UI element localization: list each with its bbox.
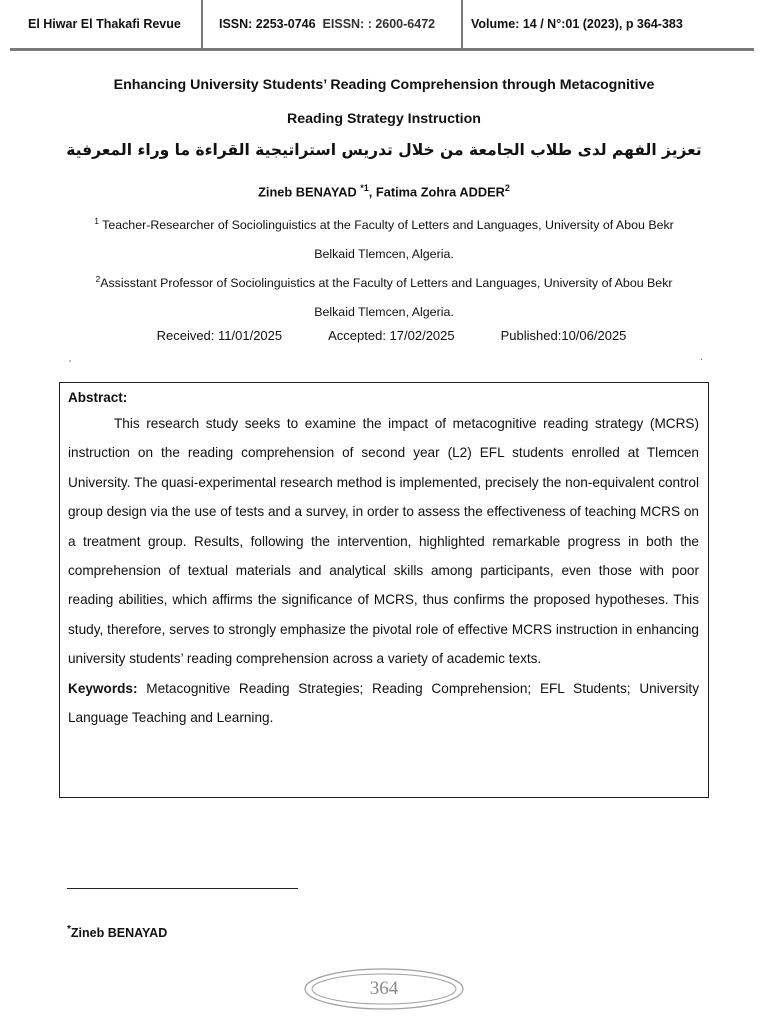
accepted-date: Accepted: 17/02/2025: [328, 328, 455, 343]
footnote-mark: *: [67, 924, 71, 935]
author-separator: ,: [368, 184, 376, 200]
running-header: [10, 0, 754, 51]
author-2: Fatima Zohra ADDER: [375, 184, 505, 200]
keywords-list: Metacognitive Reading Strategies; Reading Comprehension; EFL Students; University Language Teaching and Learning.: [68, 680, 699, 726]
issn: ISSN: 2253-0746: [219, 17, 316, 31]
abstract-text: This research study seeks to examine the impact of metacognitive reading strategy (MCRS) instruction on the reading comprehension of second year (L2) EFL students enrolled at Tlemcen University. The quasi-experimental research method is implemented, precisely the non-equivalent control group design via the use of tests and a survey, in order to assess the effectiveness of teaching MCRS on a treatment group. Results, following the intervention, highlighted remarkable progress in both the comprehension of textual materials and analytical skills among participants, even those with poor reading abilities, which affirms the significance of MCRS, thus confirms the proposed hypotheses. This study, therefore, serves to strongly emphasize the pivotal role of effective MCRS instruction in enhancing university students’ reading comprehension across a variety of academic texts.: [68, 416, 699, 667]
received-date: Received: 11/01/2025: [156, 328, 283, 343]
paper-title-line-1: Enhancing University Students’ Reading Comprehension through Metacognitive: [113, 77, 655, 93]
abstract-box: [59, 382, 709, 798]
footnote-author: Zineb BENAYAD: [70, 926, 168, 941]
affiliation-1-mark: 1: [94, 216, 99, 226]
affiliation-2: [0, 265, 768, 327]
paper-title-arabic: تعزيز الفهم لدى طلاب الجامعة من خلال تدريس استراتيجية القراءة ما وراء المعرفية: [66, 141, 702, 159]
paper-title: [0, 68, 768, 136]
affiliation-2-mark: 2: [95, 274, 101, 284]
journal-name: El Hiwar El Thakafi Revue: [10, 0, 203, 48]
abstract-heading: Abstract:: [68, 390, 128, 405]
affiliation-1: [0, 207, 768, 269]
footnote: [67, 924, 167, 940]
affiliation-2-line-1: Assisstant Professor of Sociolinguistics at the Faculty of Letters and Languages, University of Abou Bekr: [100, 276, 673, 291]
stray-mark-right: .: [700, 352, 703, 363]
footnote-divider: [67, 888, 298, 889]
affiliation-2-line-2: Belkaid Tlemcen, Algeria.: [314, 305, 454, 320]
page-number-badge: [303, 967, 465, 1011]
affiliation-1-line-2: Belkaid Tlemcen, Algeria.: [314, 247, 454, 262]
page-number: 364: [369, 978, 399, 999]
published-date: Published:10/06/2025: [500, 328, 627, 343]
author-1-mark: *1: [360, 183, 369, 193]
author-1: Zineb BENAYAD: [258, 184, 357, 200]
publication-dates: [0, 328, 768, 343]
author-list: [0, 183, 768, 199]
issn-info: [203, 0, 463, 48]
stray-mark-left: ˏ: [68, 352, 72, 363]
author-2-mark: 2: [504, 183, 510, 193]
paper-title-line-2: Reading Strategy Instruction: [287, 111, 481, 127]
eissn: EISSN: : 2600-6472: [322, 17, 436, 31]
volume-info: Volume: 14 / N°:01 (2023), p 364-383: [471, 17, 683, 31]
affiliation-1-line-1: Teacher-Researcher of Sociolinguistics at the Faculty of Letters and Languages, University of Abou Bekr: [98, 218, 674, 233]
keywords: [68, 674, 699, 733]
keywords-label: Keywords:: [68, 680, 138, 696]
